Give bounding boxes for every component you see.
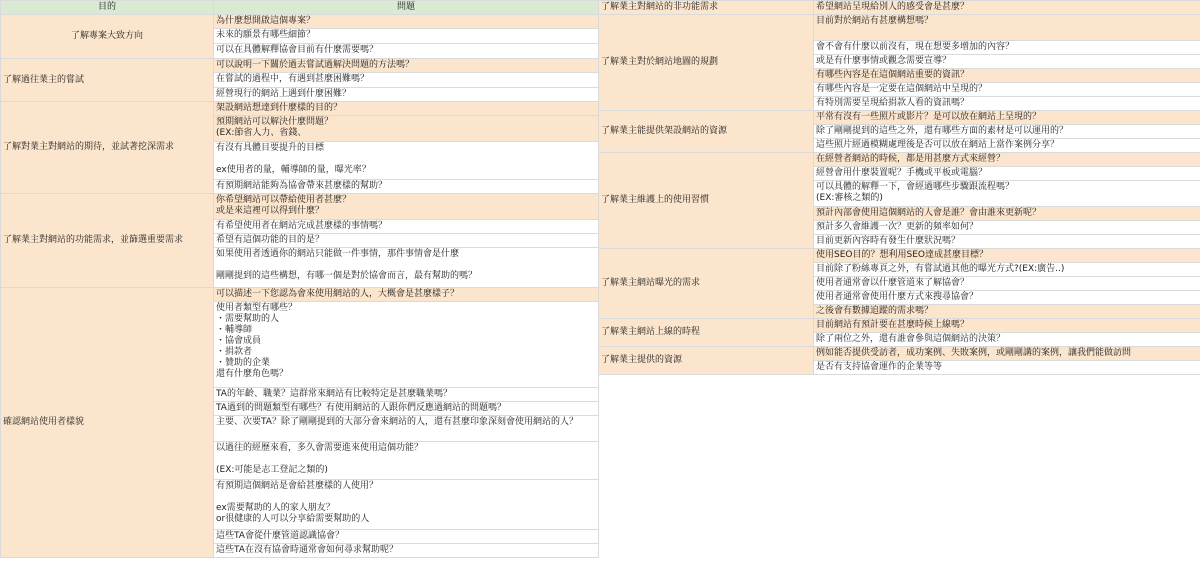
goal-cell[interactable]: 了解對業主對網站的期待，並試著挖深需求 [1, 102, 214, 194]
table-row [1, 194, 599, 220]
question-cell[interactable]: 有特別需要呈現給捐款人看的資訊嗎？ [814, 97, 1200, 111]
goal-cell[interactable]: 了解業主維護上的使用習慣 [599, 153, 814, 249]
question-cell[interactable]: 經營現行的網站上遇到什麼困難？ [214, 88, 599, 102]
question-cell[interactable]: 可以描述一下您認為會來使用網站的人，大概會是甚麼樣子？ [214, 288, 599, 302]
question-cell[interactable]: 除了剛剛提到的這些之外，還有哪些方面的素材是可以運用的？ [814, 125, 1200, 139]
table-row [599, 249, 1200, 263]
question-cell[interactable]: 這些TA會從什麼管道認識協會？ [214, 530, 599, 544]
question-cell[interactable]: 希望網站呈現給別人的感受會是甚麼？ [814, 1, 1200, 15]
question-cell[interactable]: 是否有支持協會運作的企業等等 [814, 361, 1200, 375]
question-cell[interactable]: 可以具體的解釋一下，會經過哪些步驟跟流程嗎？ (EX:審核之類的) [814, 181, 1200, 207]
table-row [599, 111, 1200, 125]
question-cell[interactable]: 如果使用者透過你的網站只能做一件事情，那件事情會是什麼 剛剛提到的這些構想，有哪一個是對於協會而言，最有幫助的嗎？ [214, 248, 599, 288]
table-row [599, 347, 1200, 361]
table-row [1, 15, 599, 29]
goal-cell[interactable]: 了解過往業主的嘗試 [1, 59, 214, 102]
question-cell[interactable]: 例如能否提供受訪者，成功案例、失敗案例，或剛剛講的案例，讓我們能做訪問 [814, 347, 1200, 361]
header-row [1, 1, 599, 15]
question-cell[interactable]: 目前網站有預計要在甚麼時候上線嗎？ [814, 319, 1200, 333]
header-goal[interactable]: 目的 [1, 1, 214, 15]
question-cell[interactable]: TA過到的問題類型有哪些？有使用網站的人跟你們反應過網站的問題嗎？ [214, 402, 599, 416]
table-row [599, 1, 1200, 15]
goal-cell[interactable]: 了解業主網站曝光的需求 [599, 249, 814, 319]
question-cell[interactable]: 在嘗試的過程中，有遇到甚麼困難嗎？ [214, 73, 599, 88]
question-cell[interactable]: 使用者通常會使用什麼方式來搜尋協會？ [814, 291, 1200, 305]
question-cell[interactable]: 未來的願景有哪些細節？ [214, 29, 599, 44]
table-row [1, 102, 599, 116]
question-cell[interactable]: 目前更新內容時有發生什麼狀況嗎？ [814, 235, 1200, 249]
goal-cell[interactable]: 了解業主對網站的非功能需求 [599, 1, 814, 15]
question-cell[interactable]: 在經營者網站的時候，都是用甚麼方式來經營？ [814, 153, 1200, 167]
table-row [1, 59, 599, 73]
question-cell[interactable]: 可以在具體解釋協會目前有什麼需要嗎？ [214, 44, 599, 59]
question-cell[interactable]: 有希望使用者在網站完成甚麼樣的事情嗎？ [214, 220, 599, 234]
goal-cell[interactable]: 了解業主對網站的功能需求，並篩選重要需求 [1, 194, 214, 288]
table-row [1, 288, 599, 302]
question-cell[interactable]: 經營會用什麼裝置呢？手機或平板或電腦？ [814, 167, 1200, 181]
question-cell[interactable]: 這些TA在沒有協會時通常會如何尋求幫助呢？ [214, 544, 599, 558]
question-cell[interactable]: 預期網站可以解決什麼問題？ (EX:節省人力、省錢、 [214, 116, 599, 142]
question-cell[interactable]: 有預期網站能夠為協會帶來甚麼樣的幫助？ [214, 180, 599, 194]
table-row [599, 319, 1200, 333]
question-cell[interactable]: 或是有什麼事情或觀念需要宣導？ [814, 55, 1200, 69]
goal-cell[interactable]: 了解業主提供的資源 [599, 347, 814, 375]
table-row [599, 153, 1200, 167]
question-cell[interactable]: 以過往的經歷來看，多久會需要進來使用這個功能？ (EX:可能是志工登記之類的) [214, 442, 599, 480]
right-question-table [598, 0, 1200, 375]
question-cell[interactable]: 使用者類型有哪些？ ・需要幫助的人 ・輔導師 ・協會成員 ・捐款者 ・贊助的企業 還有什麼角色嗎？ [214, 302, 599, 388]
question-cell[interactable]: TA的年齡、職業？這群常來網站有比較特定是甚麼職業嗎？ [214, 388, 599, 402]
question-cell[interactable]: 除了兩位之外，還有誰會參與這個網站的決策？ [814, 333, 1200, 347]
question-cell[interactable]: 你希望網站可以帶給使用者甚麼？ 或是來這裡可以得到什麼？ [214, 194, 599, 220]
goal-cell[interactable]: 了解專案大致方向 [1, 15, 214, 59]
question-cell[interactable]: 預計內部會使用這個網站的人會是誰？會由誰來更新呢？ [814, 207, 1200, 221]
question-cell[interactable]: 希望有這個功能的目的是？ [214, 234, 599, 248]
question-cell[interactable]: 架設網站想達到什麼樣的目的？ [214, 102, 599, 116]
question-cell[interactable]: 使用者通常會以什麼管道來了解協會？ [814, 277, 1200, 291]
header-question[interactable]: 問題 [214, 1, 599, 15]
question-cell[interactable]: 這些照片經過模糊處理後是否可以放在網站上當作案例分享？ [814, 139, 1200, 153]
question-cell[interactable]: 平常有沒有一些照片或影片？是可以放在網站上呈現的？ [814, 111, 1200, 125]
question-cell[interactable]: 主要、次要TA？除了剛剛提到的大部分會來網站的人，還有甚麼印象深刻會使用網站的人？ [214, 416, 599, 442]
table-row [599, 15, 1200, 41]
question-cell[interactable]: 預計多久會維護一次？更新的頻率如何？ [814, 221, 1200, 235]
question-cell[interactable]: 有哪些內容是在這個網站重要的資訊？ [814, 69, 1200, 83]
goal-cell[interactable]: 了解業主能提供架設網站的資源 [599, 111, 814, 153]
question-cell[interactable]: 有哪些內容是一定要在這個網站中呈現的？ [814, 83, 1200, 97]
question-cell[interactable]: 會不會有什麼以前沒有，現在想要多增加的內容？ [814, 41, 1200, 55]
question-cell[interactable]: 為什麼想開啟這個專案？ [214, 15, 599, 29]
goal-cell[interactable]: 了解業主網站上線的時程 [599, 319, 814, 347]
goal-cell[interactable]: 確認網站使用者樣貌 [1, 288, 214, 558]
question-cell[interactable]: 之後會有數據追蹤的需求嗎？ [814, 305, 1200, 319]
left-question-table [0, 0, 599, 558]
question-cell[interactable]: 目前對於網站有甚麼構想嗎？ [814, 15, 1200, 41]
question-cell[interactable]: 有預期這個網站是會給甚麼樣的人使用？ ex需要幫助的人的家人朋友？ or很健康的人可以分享給需要幫助的人 [214, 480, 599, 530]
question-cell[interactable]: 可以說明一下關於過去嘗試過解決問題的方法嗎？ [214, 59, 599, 73]
question-cell[interactable]: 目前除了粉絲專頁之外，有嘗試過其他的曝光方式?(EX:廣告..) [814, 263, 1200, 277]
question-cell[interactable]: 有沒有具體目要提升的目標 ex使用者的量，輔導師的量，曝光率？ [214, 142, 599, 180]
goal-cell[interactable]: 了解業主對於網站地圖的規劃 [599, 15, 814, 111]
question-cell[interactable]: 使用SEO目的？想利用SEO達成甚麼目標？ [814, 249, 1200, 263]
